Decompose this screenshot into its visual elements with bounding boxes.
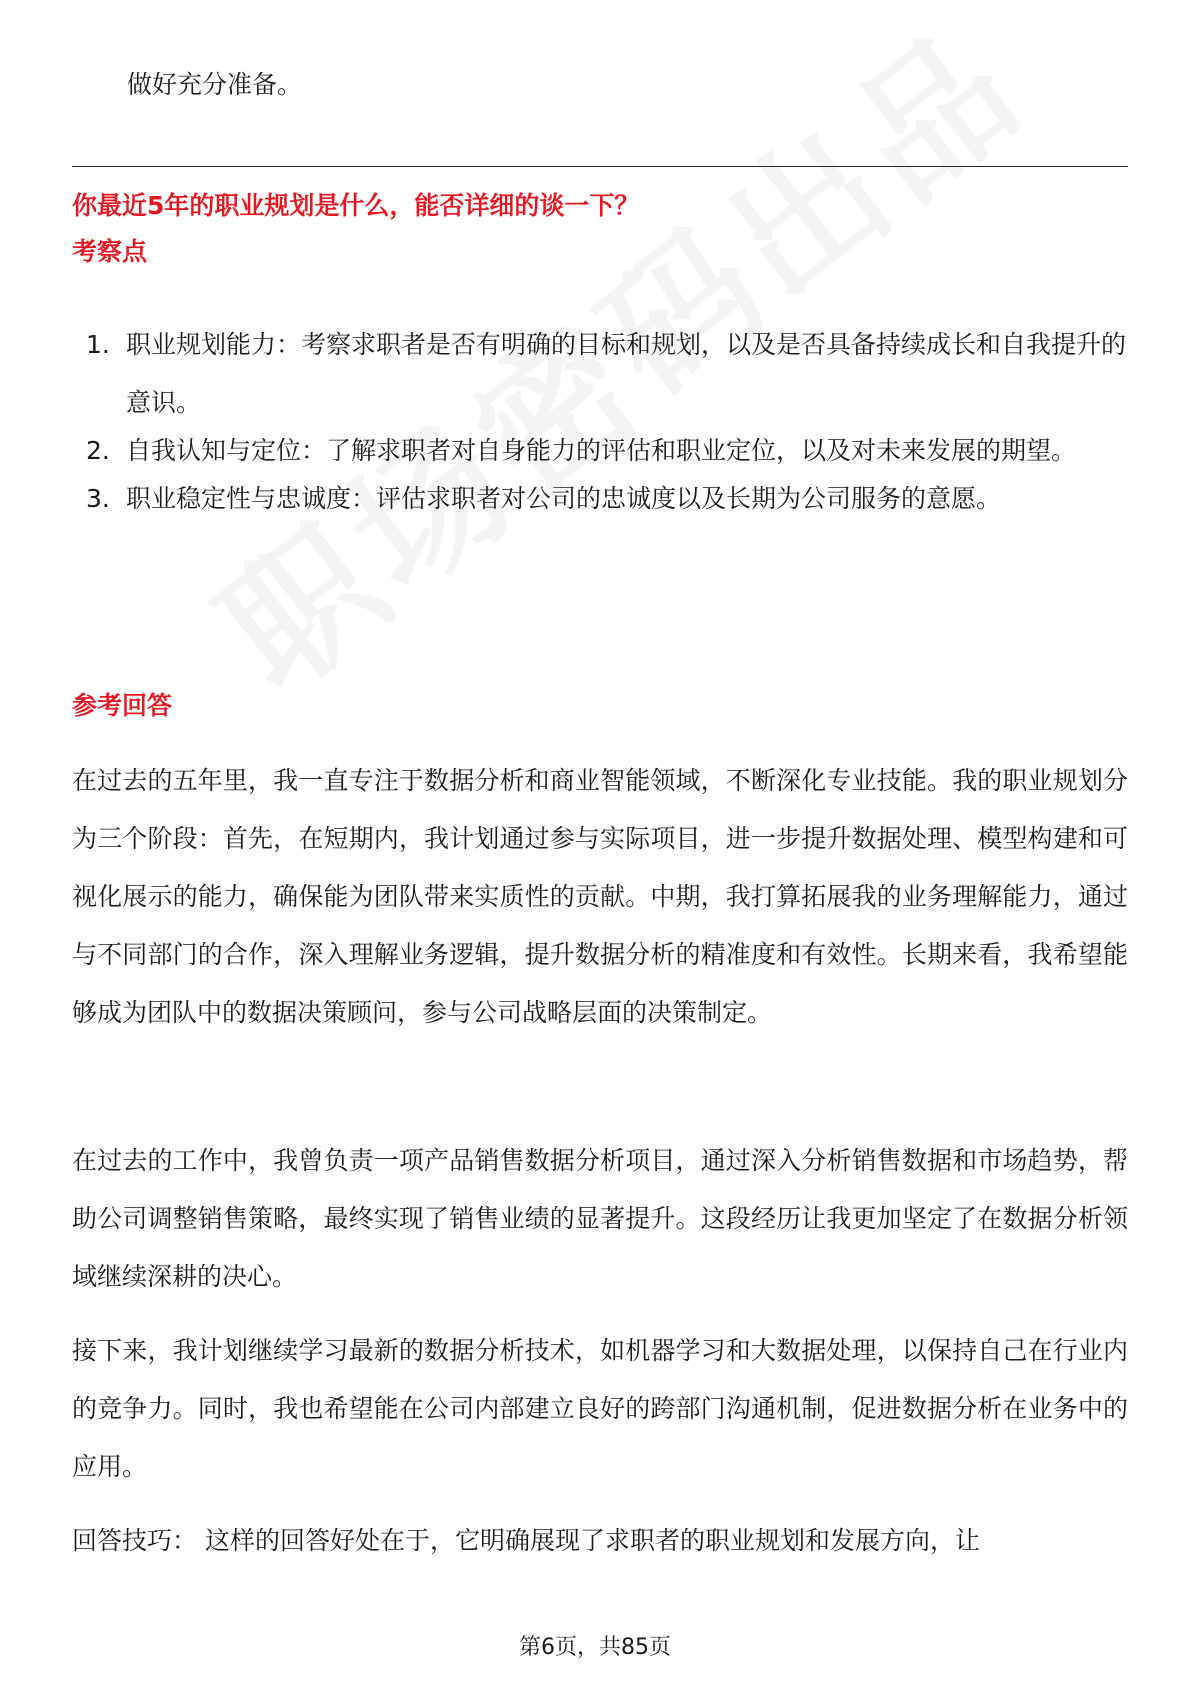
assessment-points-heading: 考察点 bbox=[72, 237, 148, 266]
list-item-text: 自我认知与定位：了解求职者对自身能力的评估和职业定位，以及对未来发展的期望。 bbox=[126, 436, 1077, 465]
question-title: 你最近5年的职业规划是什么，能否详细的谈一下？ bbox=[72, 191, 640, 220]
reference-answer-heading: 参考回答 bbox=[72, 691, 173, 720]
list-item-text: 职业规划能力：考察求职者是否有明确的目标和规划，以及是否具备持续成长和自我提升的意识。 bbox=[126, 330, 1127, 417]
answer-paragraph: 在过去的工作中，我曾负责一项产品销售数据分析项目，通过深入分析销售数据和市场趋势，帮助公司调整销售策略，最终实现了销售业绩的显著提升。这段经历让我更加坚定了在数据分析领域继续深耕的决心。 bbox=[72, 1146, 1128, 1291]
list-number: 2. bbox=[86, 436, 110, 465]
answer-paragraph: 在过去的五年里，我一直专注于数据分析和商业智能领域，不断深化专业技能。我的职业规划分为三个阶段：首先，在短期内，我计划通过参与实际项目，进一步提升数据处理、模型构建和可视化展示的能力，确保能为团队带来实质性的贡献。中期，我打算拓展我的业务理解能力，通过与不同部门的合作，深入理解业务逻辑，提升数据分析的精准度和有效性。长期来看，我希望能够成为团队中的数据决策顾问，参与公司战略层面的决策制定。 bbox=[72, 766, 1128, 1027]
list-item bbox=[72, 470, 1128, 528]
list-number: 1. bbox=[86, 330, 110, 359]
answer-tips-paragraph: 回答技巧： 这样的回答好处在于，它明确展现了求职者的职业规划和发展方向，让 bbox=[72, 1526, 980, 1555]
list-number: 3. bbox=[86, 484, 110, 513]
intro-tail-text: 做好充分准备。 bbox=[127, 70, 303, 99]
section-divider bbox=[72, 166, 1128, 167]
page-footer: 第6页，共85页 bbox=[519, 1635, 671, 1660]
answer-paragraph: 接下来，我计划继续学习最新的数据分析技术，如机器学习和大数据处理，以保持自己在行业内的竞争力。同时，我也希望能在公司内部建立良好的跨部门沟通机制，促进数据分析在业务中的应用。 bbox=[72, 1336, 1128, 1481]
list-item-text: 职业稳定性与忠诚度：评估求职者对公司的忠诚度以及长期为公司服务的意愿。 bbox=[126, 484, 1002, 513]
list-item bbox=[72, 316, 1128, 432]
assessment-points-list bbox=[72, 316, 1128, 528]
